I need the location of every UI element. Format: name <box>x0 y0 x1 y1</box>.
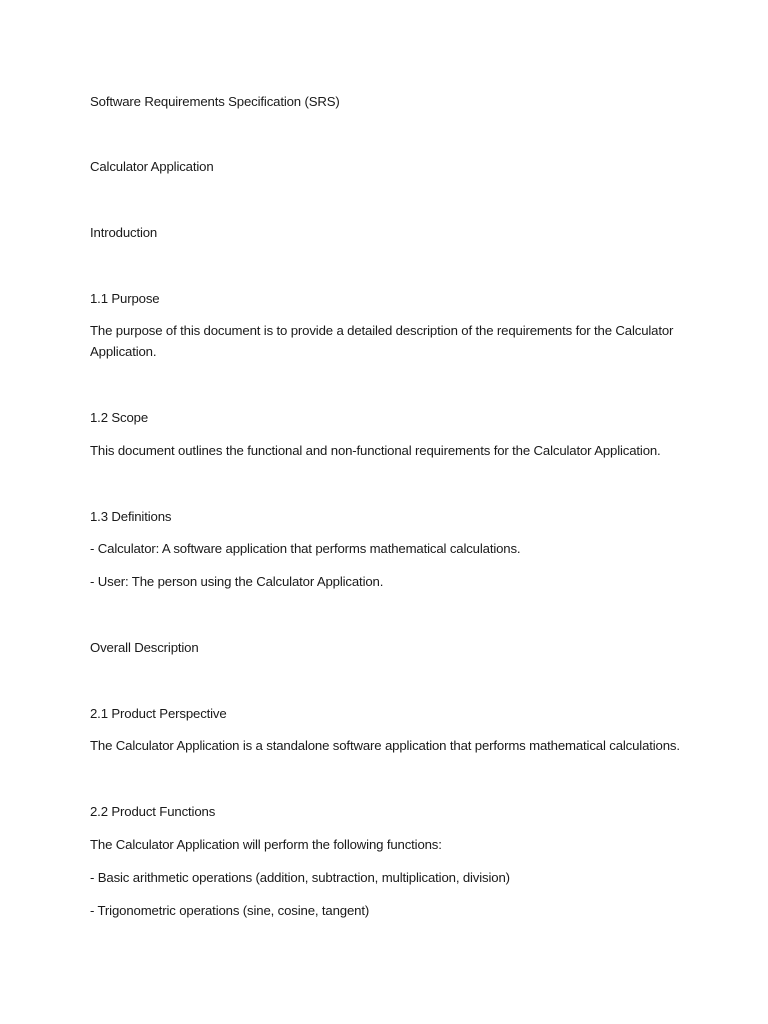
function-item: - Basic arithmetic operations (addition, subtraction, multiplication, division) <box>90 870 510 885</box>
scope-paragraph: This document outlines the functional and non-functional requirements for the Calculator Application. <box>90 443 661 458</box>
definition-calculator: - Calculator: A software application that performs mathematical calculations. <box>90 541 521 556</box>
product-functions-intro: The Calculator Application will perform the following functions: <box>90 837 442 852</box>
section-heading-introduction: Introduction <box>90 225 158 240</box>
purpose-paragraph: The purpose of this document is to provide a detailed description of the requirements for the Calculator Application. <box>90 323 674 359</box>
product-perspective-paragraph: The Calculator Application is a standalone software application that performs mathematical calculations. <box>90 738 680 753</box>
section-heading-overall-description: Overall Description <box>90 640 199 655</box>
section-heading-product-perspective: 2.1 Product Perspective <box>90 706 227 721</box>
definition-user: - User: The person using the Calculator Application. <box>90 574 384 589</box>
function-item: - Trigonometric operations (sine, cosine, tangent) <box>90 903 370 918</box>
section-heading-definitions: 1.3 Definitions <box>90 509 172 524</box>
section-heading-product-functions: 2.2 Product Functions <box>90 804 216 819</box>
section-heading-purpose: 1.1 Purpose <box>90 291 160 306</box>
document-title: Software Requirements Specification (SRS) <box>90 94 340 109</box>
document-subtitle: Calculator Application <box>90 159 214 174</box>
section-heading-scope: 1.2 Scope <box>90 410 149 425</box>
